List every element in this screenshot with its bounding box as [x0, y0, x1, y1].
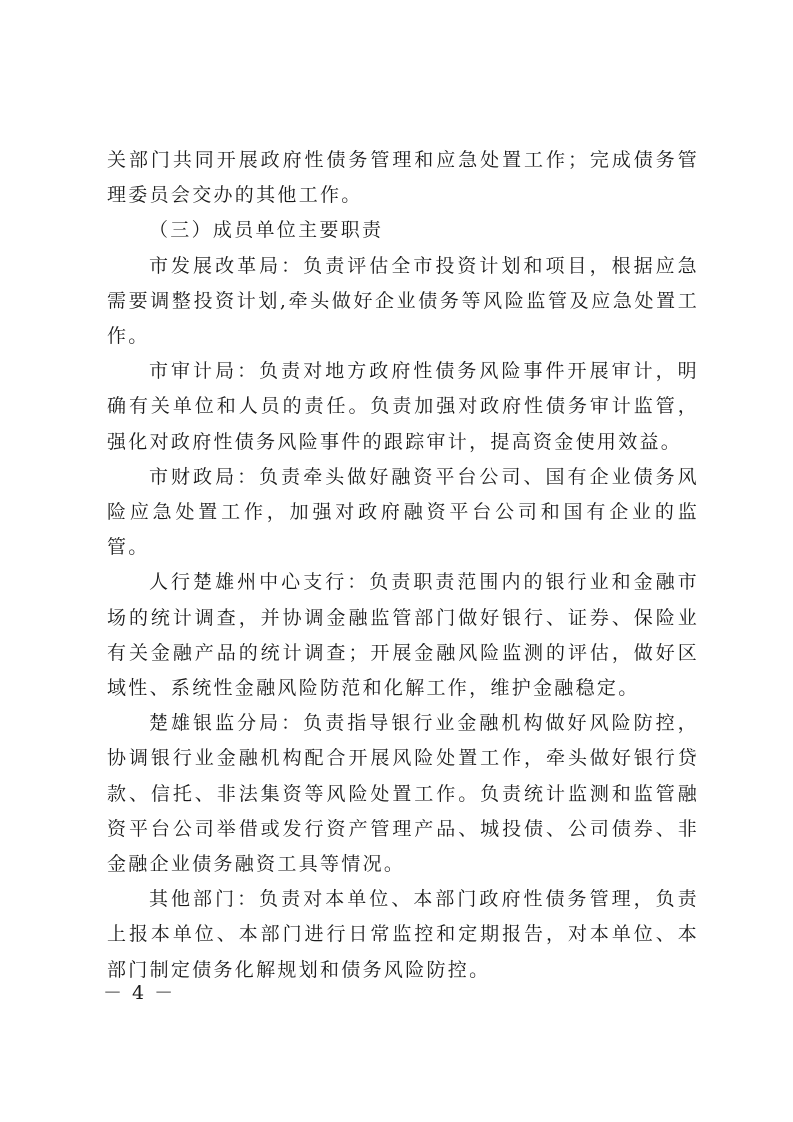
page-number: － 4 － — [103, 982, 176, 1004]
paragraph-other-departments: 其他部门：负责对本单位、本部门政府性债务管理，负责上报本单位、本部门进行日常监控和定期报告，对本单位、本部门制定债务化解规划和债务风险防控。 — [107, 888, 699, 981]
paragraph-finance-bureau: 市财政局：负责牵头做好融资平台公司、国有企业债务风险应急处置工作，加强对政府融资平台公司和国有企业的监管。 — [107, 465, 699, 559]
section-heading-member-duties: （三）成员单位主要职责 — [149, 219, 384, 242]
paragraph-continuation: 关部门共同开展政府性债务管理和应急处置工作；完成债务管理委员会交办的其他工作。 — [107, 149, 699, 207]
paragraph-banking-regulatory-branch: 楚雄银监分局：负责指导银行业金融机构做好风险防控，协调银行业金融机构配合开展风险处置工作，牵头做好银行贷款、信托、非法集资等风险处置工作。负责统计监测和监管融资平台公司举借或发行资产管理产品、城投债、公司债券、非金融企业债务融资工具等情况。 — [107, 712, 699, 876]
paragraph-audit-bureau: 市审计局：负责对地方政府性债务风险事件开展审计，明确有关单位和人员的责任。负责加强对政府性债务审计监管，强化对政府性债务风险事件的跟踪审计，提高资金使用效益。 — [107, 360, 699, 453]
paragraph-development-reform-bureau: 市发展改革局：负责评估全市投资计划和项目，根据应急需要调整投资计划,牵头做好企业债务等风险监管及应急处置工作。 — [107, 254, 699, 348]
paragraph-pboc-branch: 人行楚雄州中心支行：负责职责范围内的银行业和金融市场的统计调查，并协调金融监管部门做好银行、证券、保险业有关金融产品的统计调查；开展金融风险监测的评估，做好区域性、系统性金融风险防范和化解工作，维护金融稳定。 — [107, 571, 699, 700]
document-body — [107, 143, 699, 988]
